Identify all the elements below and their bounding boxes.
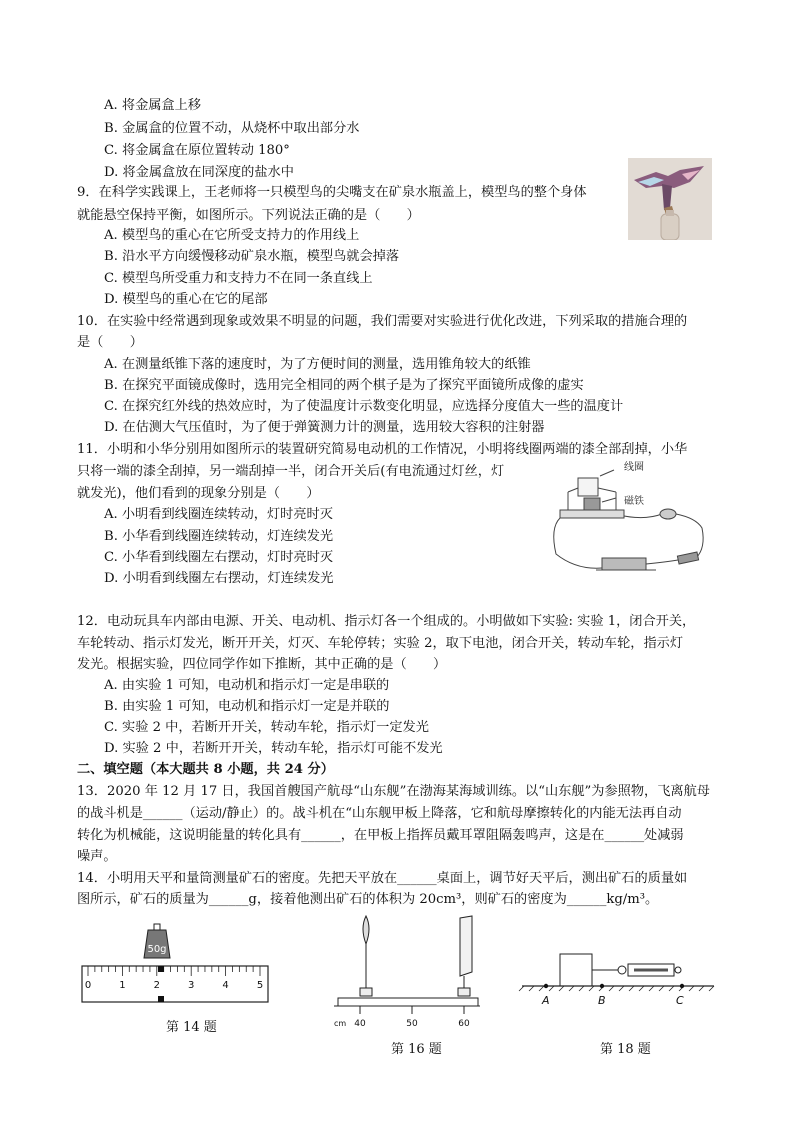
q10-option-d: D. 在估测大气压值时，为了便于弹簧测力计的测量，选用较大容积的注射器	[104, 420, 545, 435]
fig18-block-spring-scale	[518, 946, 718, 1032]
q13-line4: 噪声。	[77, 849, 117, 864]
scale-tick-label: 1	[119, 980, 126, 991]
scale-tick-label: 5	[256, 980, 264, 991]
scale-tick-label: 4	[222, 980, 229, 991]
q10-option-a: A. 在测量纸锥下落的速度时，为了方便时间的测量，选用锥角较大的纸锥	[104, 357, 531, 372]
q12-option-d: D. 实验 2 中，若断开开关，转动车轮，指示灯可能不发光	[104, 741, 443, 756]
weight-label: 50g	[147, 944, 167, 955]
q11-stem-line1: 11．小明和小华分别用如图所示的装置研究简易电动机的工作情况，小明将线圈两端的漆全部刮掉，小华	[77, 442, 688, 457]
motor-circuit-figure	[546, 458, 716, 582]
section-heading: 二、填空题（本大题共 8 小题，共 24 分）	[77, 762, 334, 777]
q8-option-c: C. 将金属盒在原位置转动 180°	[104, 143, 290, 158]
q12-option-b: B. 由实验 1 可知，电动机和指示灯一定是并联的	[104, 699, 390, 714]
point-c-label: C	[676, 994, 684, 1007]
q9-stem-line2: 就能悬空保持平衡，如图所示。下列说法正确的是（ ）	[77, 208, 420, 223]
fig16-tick-60: 60	[458, 1019, 470, 1029]
q10-stem-line1: 10．在实验中经常遇到现象或效果不明显的问题，我们需要对实验进行优化改进，下列采取的措施合理的	[77, 314, 688, 329]
fig16-optical-bench	[330, 914, 480, 1034]
q10-option-c: C. 在探究红外线的热效应时，为了使温度计示数变化明显，应选择分度值大一些的温度计	[104, 399, 624, 414]
point-b-dot	[600, 984, 604, 988]
rider-marker-top	[158, 966, 164, 972]
q9-stem-line1: 9．在科学实践课上，王老师将一只模型鸟的尖嘴支在矿泉水瓶盖上，模型鸟的整个身体	[77, 185, 587, 200]
q11-stem-line2: 只将一端的漆全刮掉，另一端刮掉一半，闭合开关后(有电流通过灯丝，灯	[77, 464, 505, 479]
q11-option-b: B. 小华看到线圈连续转动，灯连续发光	[104, 529, 334, 544]
fig16-tick-40: 40	[354, 1019, 366, 1029]
point-a-label: A	[542, 994, 550, 1007]
q8-option-d: D. 将金属盒放在同深度的盐水中	[104, 165, 294, 180]
q13-line1: 13．2020 年 12 月 17 日，我国首艘国产航母“山东舰”在渤海某海域训练。以“山东舰”为参照物，飞离航母	[77, 784, 710, 799]
scale-tick-label: 2	[153, 980, 160, 991]
q14-line2: 图所示，矿石的质量为______g，接着他测出矿石的体积为 20cm³，则矿石的密度为______kg/m³。	[77, 892, 659, 907]
model-bird-photo	[628, 158, 712, 240]
coil-label: 线圈	[624, 462, 644, 473]
q13-line3: 转化为机械能，这说明能量的转化具有______，在甲板上指挥员戴耳罩阻隔轰鸣声，这是在______处减弱	[77, 828, 684, 843]
fig18-caption: 第 18 题	[600, 1042, 651, 1057]
fig16-unit: cm	[334, 1019, 347, 1028]
q8-option-a: A. 将金属盒上移	[104, 98, 202, 113]
q9-option-d: D. 模型鸟的重心在它的尾部	[104, 292, 268, 307]
q12-stem-line3: 发光。根据实验，四位同学作如下推断，其中正确的是（ ）	[77, 657, 447, 672]
q11-option-c: C. 小华看到线圈左右摆动，灯时亮时灭	[104, 550, 334, 565]
q8-option-b: B. 金属盒的位置不动，从烧杯中取出部分水	[104, 121, 360, 136]
point-b-label: B	[598, 994, 606, 1007]
fig14-balance-scale	[78, 922, 278, 1008]
q10-option-b: B. 在探究平面镜成像时，选用完全相同的两个棋子是为了探究平面镜所成像的虚实	[104, 378, 584, 393]
q13-line2: 的战斗机是______（运动/静止）的。战斗机在“山东舰甲板上降落，它和航母摩擦转化的内能无法再自动	[77, 806, 682, 821]
fig14-caption: 第 14 题	[166, 1020, 217, 1035]
q9-option-b: B. 沿水平方向缓慢移动矿泉水瓶，模型鸟就会掉落	[104, 249, 400, 264]
q12-option-a: A. 由实验 1 可知，电动机和指示灯一定是串联的	[104, 678, 390, 693]
q11-stem-line3: 就发光)，他们看到的现象分别是（ ）	[77, 486, 320, 501]
q9-option-a: A. 模型鸟的重心在它所受支持力的作用线上	[104, 228, 360, 243]
q14-line1: 14．小明用天平和量筒测量矿石的密度。先把天平放在______桌面上，调节好天平后，测出矿石的质量如	[77, 871, 688, 886]
q11-option-d: D. 小明看到线圈左右摆动，灯连续发光	[104, 571, 334, 586]
scale-tick-label: 3	[188, 980, 195, 991]
point-c-dot	[680, 984, 684, 988]
rider-marker-bottom	[158, 996, 164, 1002]
q12-option-c: C. 实验 2 中，若断开开关，转动车轮，指示灯一定发光	[104, 720, 429, 735]
q12-stem-line1: 12．电动玩具车内部由电源、开关、电动机、指示灯各一个组成的。小明做如下实验: 实验 1，闭合开关，	[77, 614, 696, 629]
scale-tick-label: 0	[84, 980, 92, 991]
q12-stem-line2: 车轮转动、指示灯发光，断开开关，灯灭、车轮停转；实验 2，取下电池，闭合开关，转动车轮，指示灯	[77, 636, 684, 651]
point-a-dot	[544, 984, 548, 988]
q9-option-c: C. 模型鸟所受重力和支持力不在同一条直线上	[104, 271, 373, 286]
magnet-label: 磁铁	[624, 496, 644, 507]
fig16-caption: 第 16 题	[391, 1042, 442, 1057]
fig16-tick-50: 50	[406, 1019, 418, 1029]
q10-stem-line2: 是（ ）	[77, 335, 143, 350]
q11-option-a: A. 小明看到线圈连续转动，灯时亮时灭	[104, 507, 333, 522]
